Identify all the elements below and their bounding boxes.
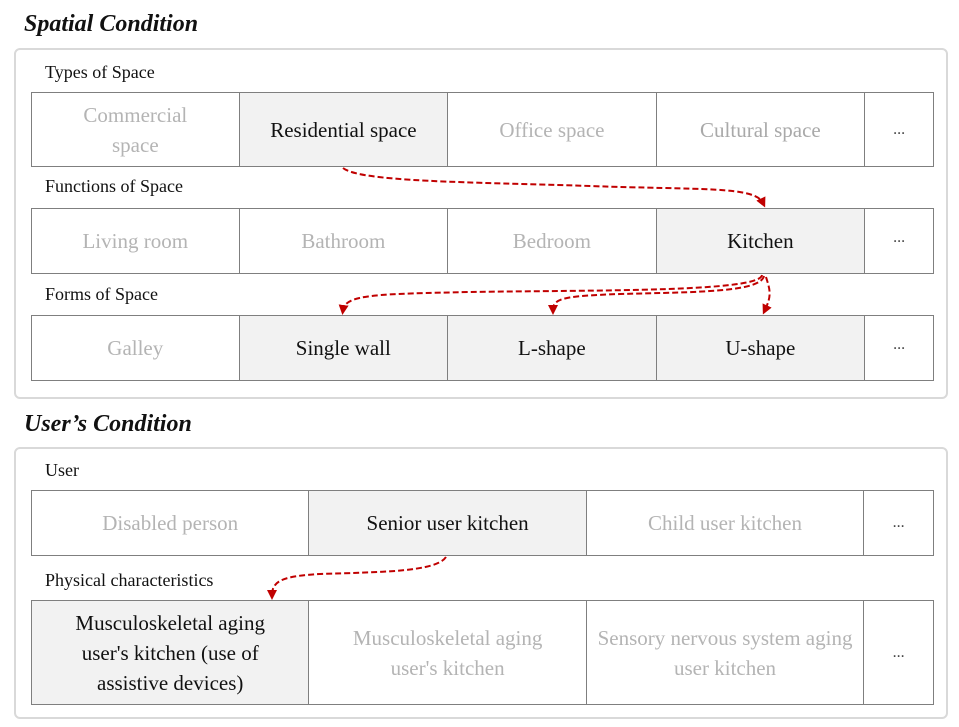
users-condition-title: User’s Condition — [24, 411, 192, 437]
user-cell-child-user-kitchen: Child user kitchen — [587, 491, 864, 555]
spatial-condition-title: Spatial Condition — [24, 11, 199, 37]
form-cell-single-wall: Single wall — [240, 316, 449, 380]
user-label: User — [45, 460, 79, 480]
functions-of-space-row — [31, 208, 934, 274]
type-cell-commercial: Commercial space — [32, 93, 240, 166]
form-cell-more: ... — [893, 336, 906, 353]
function-cell-more: ... — [893, 229, 906, 246]
form-cell-l-shape: L-shape — [448, 316, 657, 380]
functions-of-space-label: Functions of Space — [45, 176, 183, 196]
form-cell-u-shape: U-shape — [657, 316, 866, 380]
forms-of-space-row — [31, 315, 934, 381]
physical-cell-more: ... — [892, 643, 905, 661]
function-cell-living-room: Living room — [32, 209, 240, 273]
user-row — [31, 490, 934, 556]
user-cell-disabled-person: Disabled person — [32, 491, 309, 555]
function-cell-bedroom: Bedroom — [448, 209, 657, 273]
type-cell-residential: Residential space — [240, 93, 449, 166]
physical-characteristics-label: Physical characteristics — [45, 570, 214, 590]
type-cell-more: ... — [893, 120, 906, 138]
user-cell-more: ... — [892, 514, 905, 531]
physical-cell-musculoskeletal: Musculoskeletal aging user's kitchen — [309, 601, 586, 704]
types-of-space-label: Types of Space — [45, 62, 155, 82]
type-cell-office: Office space — [448, 93, 657, 166]
function-cell-kitchen: Kitchen — [657, 209, 866, 273]
user-cell-senior-user-kitchen: Senior user kitchen — [309, 491, 586, 555]
types-of-space-row — [31, 92, 934, 167]
function-cell-bathroom: Bathroom — [240, 209, 449, 273]
form-cell-galley: Galley — [32, 316, 240, 380]
type-cell-cultural: Cultural space — [657, 93, 866, 166]
physical-cell-sensory-nervous: Sensory nervous system aging user kitchen — [587, 601, 864, 704]
physical-characteristics-row — [31, 600, 934, 705]
forms-of-space-label: Forms of Space — [45, 284, 158, 304]
physical-cell-musculoskeletal-assistive: Musculoskeletal aging user's kitchen (use of assistive devices) — [32, 601, 309, 704]
